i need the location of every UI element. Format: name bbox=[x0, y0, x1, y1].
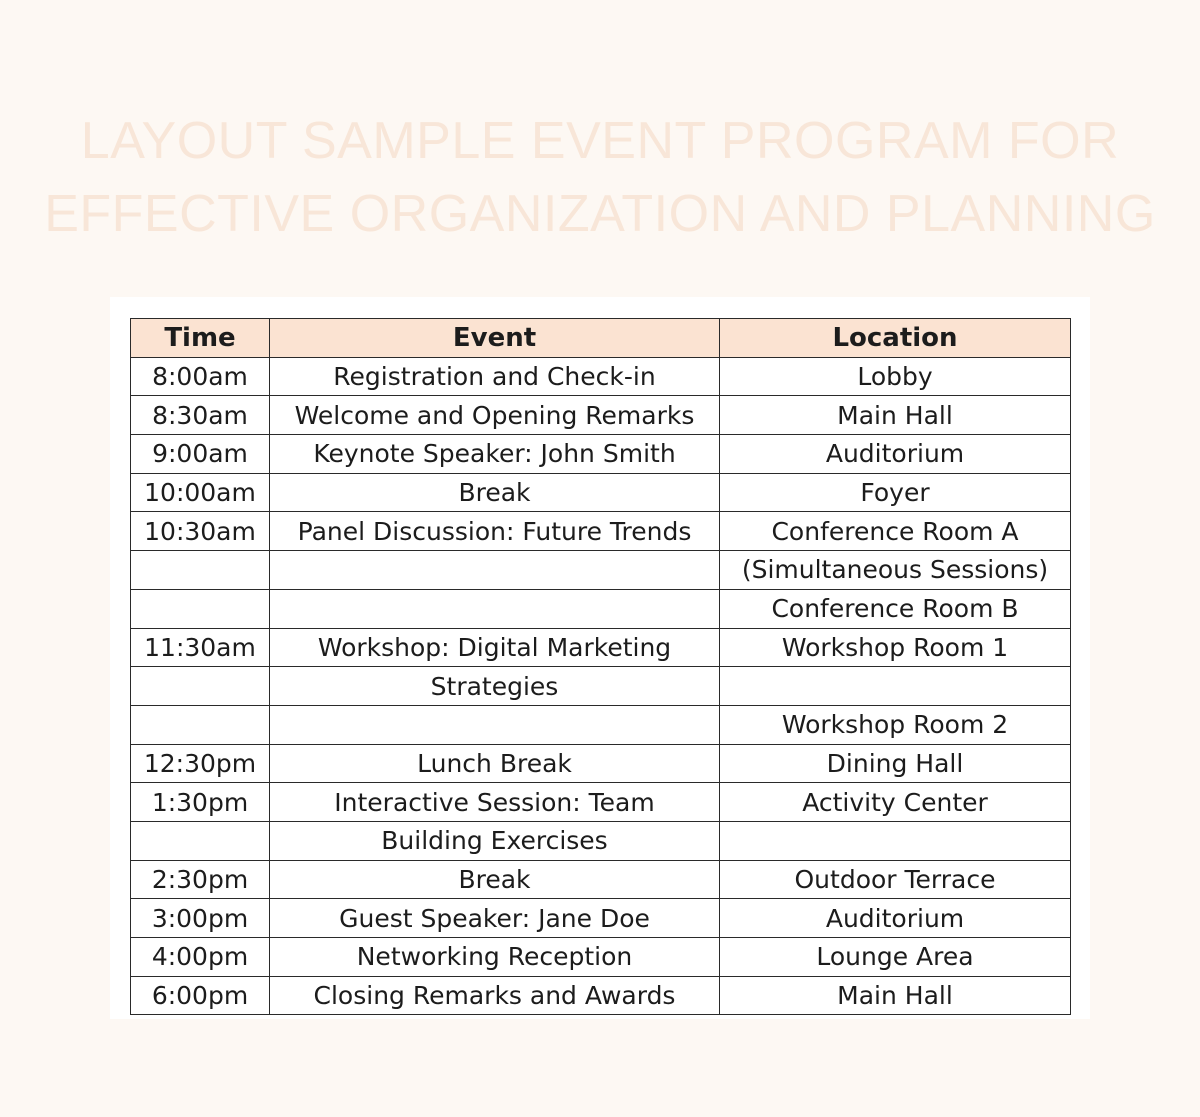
table-row bbox=[131, 938, 1071, 977]
cell-time: 2:30pm bbox=[131, 860, 270, 899]
cell-location: Conference Room A bbox=[720, 512, 1071, 551]
cell-event: Keynote Speaker: John Smith bbox=[270, 435, 720, 474]
table-row bbox=[131, 976, 1071, 1015]
cell-event: Panel Discussion: Future Trends bbox=[270, 512, 720, 551]
table-row bbox=[131, 667, 1071, 706]
cell-location bbox=[720, 821, 1071, 860]
cell-time: 8:00am bbox=[131, 357, 270, 396]
table-header-row bbox=[131, 319, 1071, 358]
cell-location: Outdoor Terrace bbox=[720, 860, 1071, 899]
table-row bbox=[131, 899, 1071, 938]
cell-time: 3:00pm bbox=[131, 899, 270, 938]
table-row bbox=[131, 860, 1071, 899]
cell-event bbox=[270, 705, 720, 744]
table-row bbox=[131, 551, 1071, 590]
cell-time: 12:30pm bbox=[131, 744, 270, 783]
cell-time bbox=[131, 705, 270, 744]
cell-time: 4:00pm bbox=[131, 938, 270, 977]
page-title bbox=[0, 105, 1200, 251]
cell-location: Activity Center bbox=[720, 783, 1071, 822]
table-row bbox=[131, 628, 1071, 667]
cell-location: Workshop Room 2 bbox=[720, 705, 1071, 744]
cell-event: Workshop: Digital Marketing bbox=[270, 628, 720, 667]
cell-location: Lobby bbox=[720, 357, 1071, 396]
cell-event: Closing Remarks and Awards bbox=[270, 976, 720, 1015]
cell-event: Registration and Check-in bbox=[270, 357, 720, 396]
cell-location: Main Hall bbox=[720, 396, 1071, 435]
table-row bbox=[131, 396, 1071, 435]
cell-event: Break bbox=[270, 473, 720, 512]
cell-location: (Simultaneous Sessions) bbox=[720, 551, 1071, 590]
event-schedule-table bbox=[130, 318, 1071, 1015]
cell-location: Main Hall bbox=[720, 976, 1071, 1015]
cell-location: Auditorium bbox=[720, 435, 1071, 474]
cell-location: Workshop Room 1 bbox=[720, 628, 1071, 667]
cell-time: 6:00pm bbox=[131, 976, 270, 1015]
cell-event bbox=[270, 589, 720, 628]
page-title-line-2: EFFECTIVE ORGANIZATION AND PLANNING bbox=[44, 185, 1156, 243]
cell-time: 9:00am bbox=[131, 435, 270, 474]
table-body bbox=[131, 357, 1071, 1015]
cell-event: Welcome and Opening Remarks bbox=[270, 396, 720, 435]
cell-event: Networking Reception bbox=[270, 938, 720, 977]
cell-event bbox=[270, 551, 720, 590]
cell-event: Lunch Break bbox=[270, 744, 720, 783]
cell-event: Interactive Session: Team bbox=[270, 783, 720, 822]
table-row bbox=[131, 821, 1071, 860]
cell-time bbox=[131, 667, 270, 706]
header-location: Location bbox=[720, 319, 1071, 358]
cell-event: Break bbox=[270, 860, 720, 899]
cell-location: Conference Room B bbox=[720, 589, 1071, 628]
cell-time bbox=[131, 589, 270, 628]
table-row bbox=[131, 589, 1071, 628]
header-time: Time bbox=[131, 319, 270, 358]
cell-time: 8:30am bbox=[131, 396, 270, 435]
cell-time: 11:30am bbox=[131, 628, 270, 667]
table-row bbox=[131, 357, 1071, 396]
cell-location bbox=[720, 667, 1071, 706]
table-row bbox=[131, 435, 1071, 474]
cell-time bbox=[131, 551, 270, 590]
cell-location: Dining Hall bbox=[720, 744, 1071, 783]
cell-location: Lounge Area bbox=[720, 938, 1071, 977]
cell-time bbox=[131, 821, 270, 860]
cell-time: 10:00am bbox=[131, 473, 270, 512]
cell-event: Guest Speaker: Jane Doe bbox=[270, 899, 720, 938]
page-title-line-1: LAYOUT SAMPLE EVENT PROGRAM FOR bbox=[80, 112, 1120, 170]
table-row bbox=[131, 744, 1071, 783]
table-row bbox=[131, 783, 1071, 822]
cell-event: Strategies bbox=[270, 667, 720, 706]
cell-event: Building Exercises bbox=[270, 821, 720, 860]
cell-location: Foyer bbox=[720, 473, 1071, 512]
table-row bbox=[131, 705, 1071, 744]
cell-time: 1:30pm bbox=[131, 783, 270, 822]
cell-time: 10:30am bbox=[131, 512, 270, 551]
table-row bbox=[131, 473, 1071, 512]
table-row bbox=[131, 512, 1071, 551]
cell-location: Auditorium bbox=[720, 899, 1071, 938]
header-event: Event bbox=[270, 319, 720, 358]
